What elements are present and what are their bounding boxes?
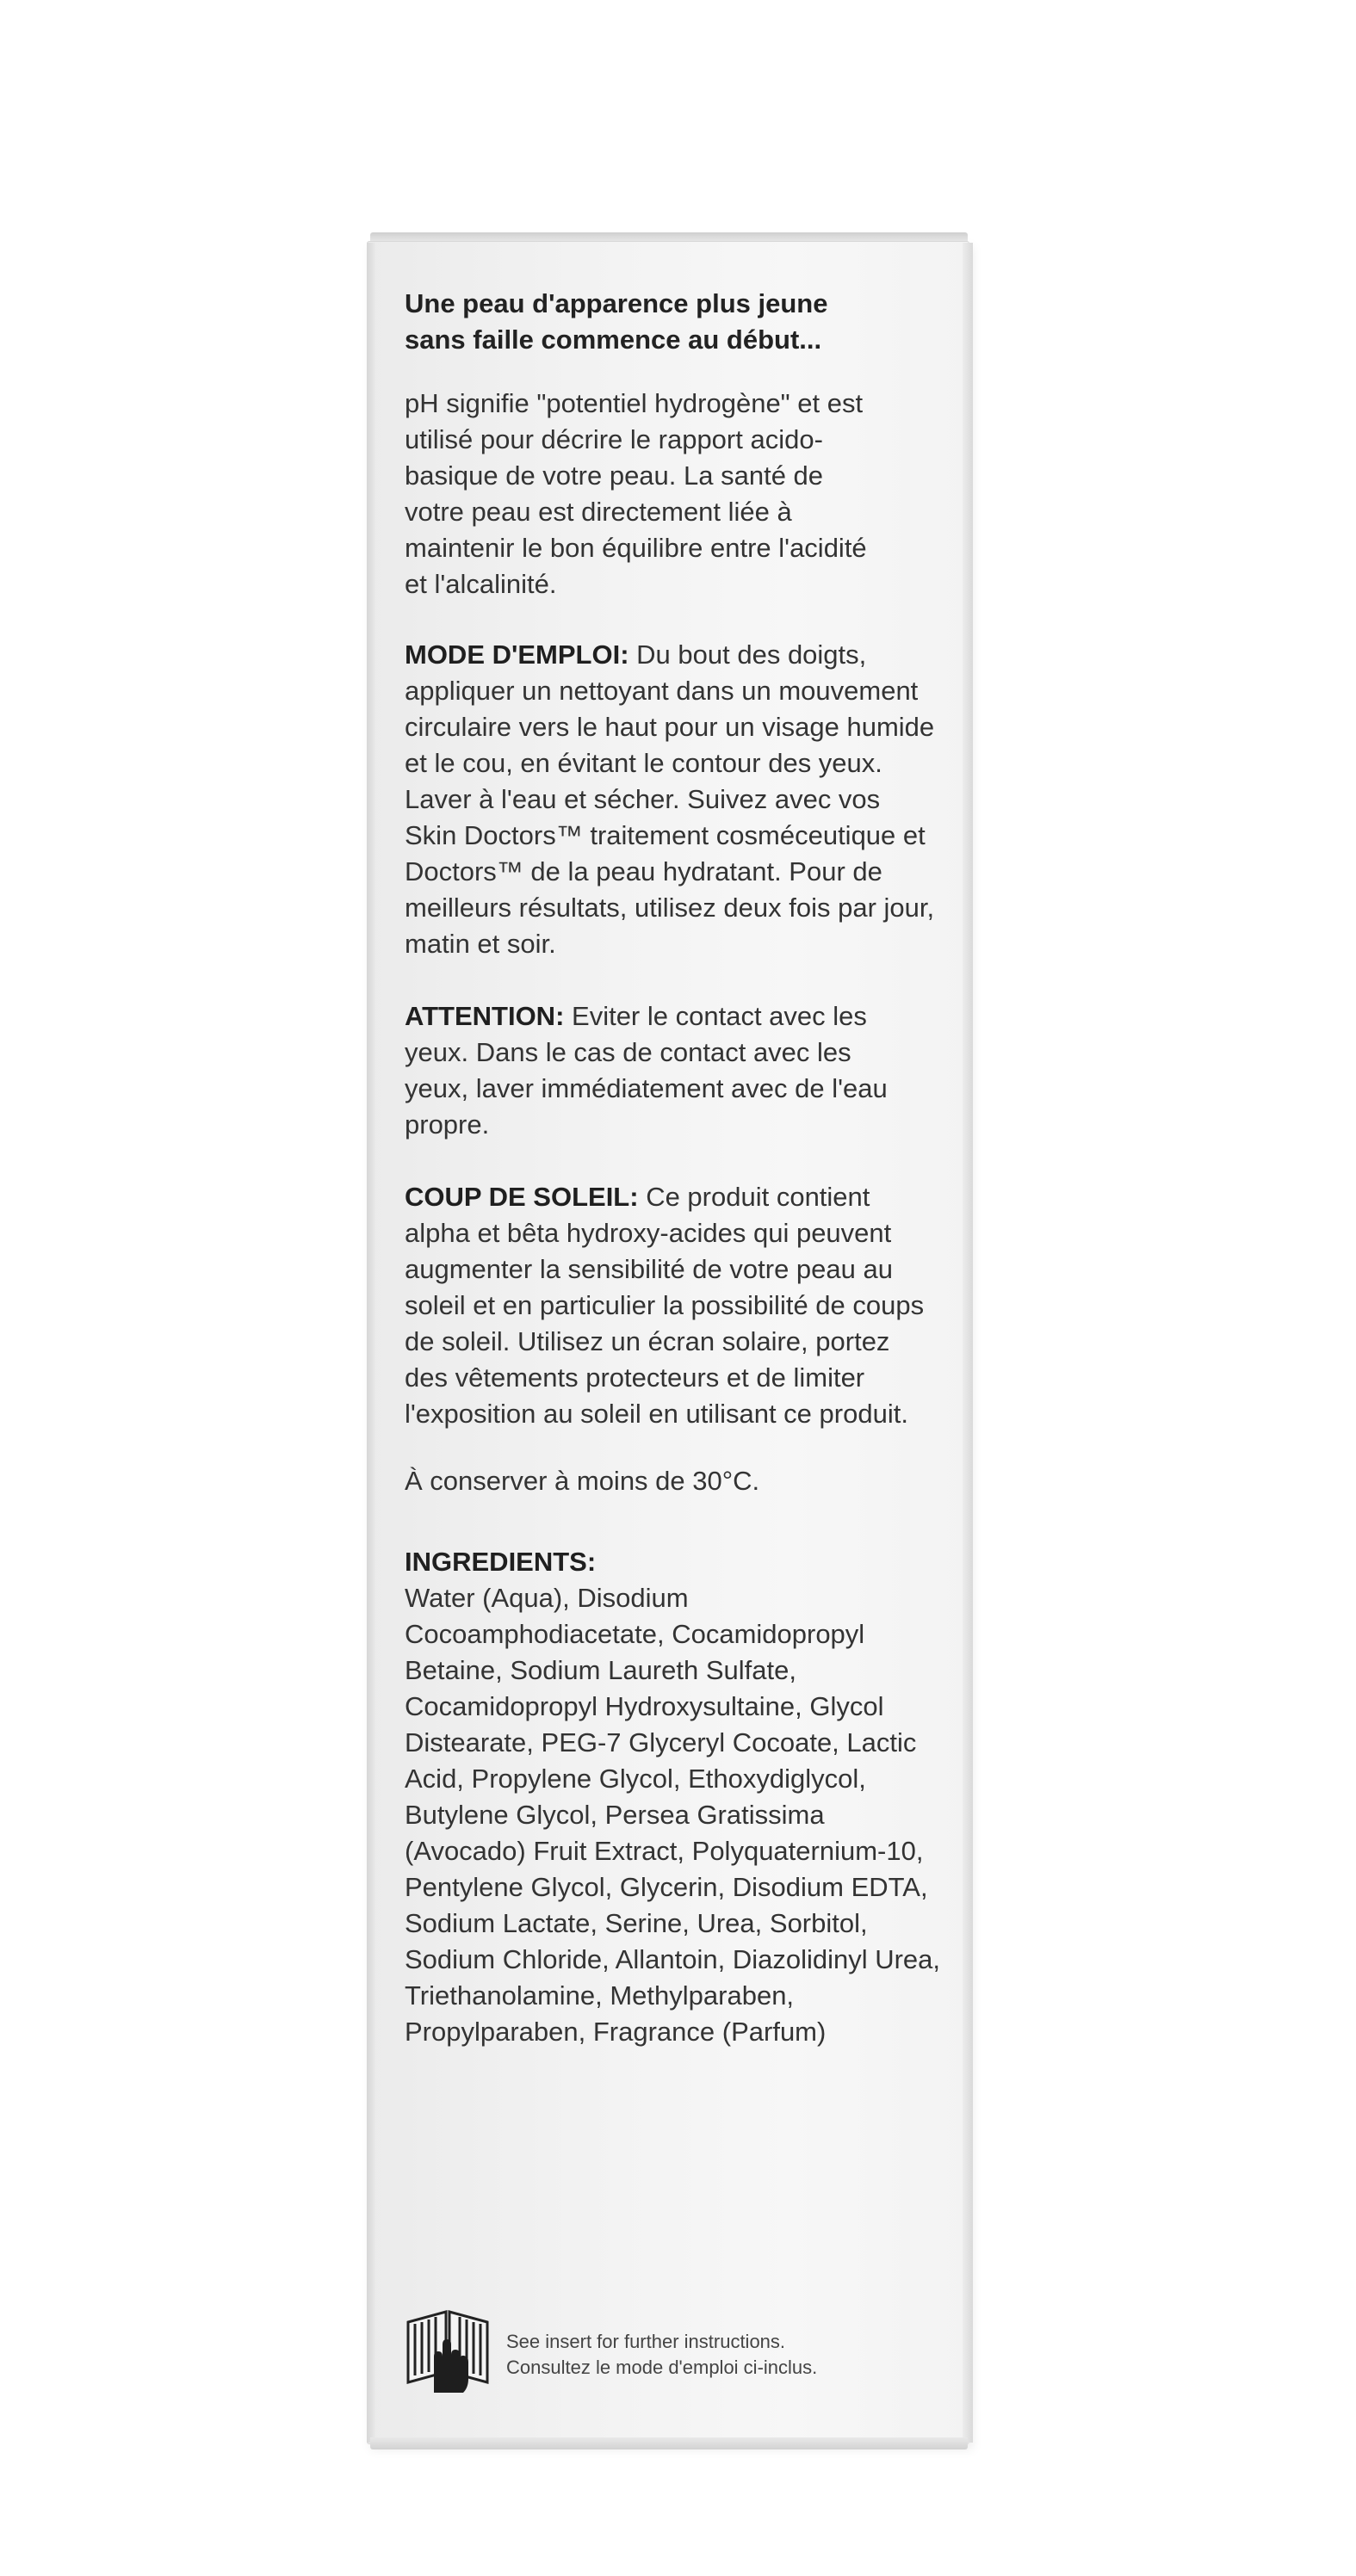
sunburn-text: Ce produit contient alpha et bêta hydroxy-acides qui peuvent augmenter la sensibilité de votre peau au soleil et en particulier la possibilité de coups de soleil. Utilisez un écran solaire, portez des vêtements protecteurs et de limiter l'exposition au soleil en utilisant ce produit.: [405, 1182, 925, 1429]
read-insert-icon: [403, 2303, 492, 2393]
ingredients-heading: INGREDIENTS:: [405, 1547, 597, 1577]
directions-label: MODE D'EMPLOI:: [405, 639, 629, 670]
headline: [405, 286, 921, 358]
insert-text-en: See insert for further instructions.: [506, 2331, 786, 2352]
caution-label: ATTENTION:: [405, 1001, 565, 1031]
storage-note: À conserver à moins de 30°C.: [405, 1466, 760, 1496]
insert-note: [403, 2303, 885, 2398]
panel-text: [405, 286, 956, 2050]
sunburn-label: COUP DE SOLEIL:: [405, 1182, 639, 1212]
directions-paragraph: [405, 637, 938, 962]
box-left-edge: [367, 243, 375, 2443]
box-right-edge: [963, 243, 973, 2443]
directions-text: Du bout des doigts, appliquer un nettoyant dans un mouvement circulaire vers le haut pour un visage humide et le cou, en évitant le contour des yeux. Laver à l'eau et sécher. Suivez avec vos Skin Doctors™ traitement cosméceutique et Doctors™ de la peau hydratant. Pour de meilleurs résultats, utilisez deux fois par jour, matin et soir.: [405, 639, 935, 959]
caution-paragraph: [405, 998, 921, 1143]
ingredients-list: Water (Aqua), Disodium Cocoamphodiacetate, Cocamidopropyl Betaine, Sodium Laureth Sulfate, Cocamidopropyl Hydroxysultaine, Glycol Distearate, PEG-7 Glyceryl Cocoate, Lactic Acid, Propylene Glycol, Ethoxydiglycol, Butylene Glycol, Persea Gratissima (Avocado) Fruit Extract, Polyquaternium-10, Pentylene Glycol, Glycerin, Disodium EDTA, Sodium Lactate, Serine, Urea, Sorbitol, Sodium Chloride, Allantoin, Diazolidinyl Urea, Triethanolamine, Methylparaben, Propylparaben, Fragrance (Parfum): [405, 1583, 941, 2047]
box-bottom-edge: [370, 2437, 968, 2449]
insert-text-fr: Consultez le mode d'emploi ci-inclus.: [506, 2357, 818, 2378]
insert-text: [506, 2329, 817, 2381]
headline-line-1: Une peau d'apparence plus jeune: [405, 288, 828, 318]
headline-line-2: sans faille commence au début...: [405, 324, 822, 355]
caution-text: Eviter le contact avec les yeux. Dans le cas de contact avec les yeux, laver immédiatement avec de l'eau propre.: [405, 1001, 888, 1140]
intro-paragraph: pH signifie "potentiel hydrogène" et est utilisé pour décrire le rapport acido-basique de votre peau. La santé de votre peau est directement liée à maintenir le bon équilibre entre l'acidité et l'alcalinité.: [405, 388, 867, 599]
sunburn-paragraph: [405, 1179, 938, 1432]
